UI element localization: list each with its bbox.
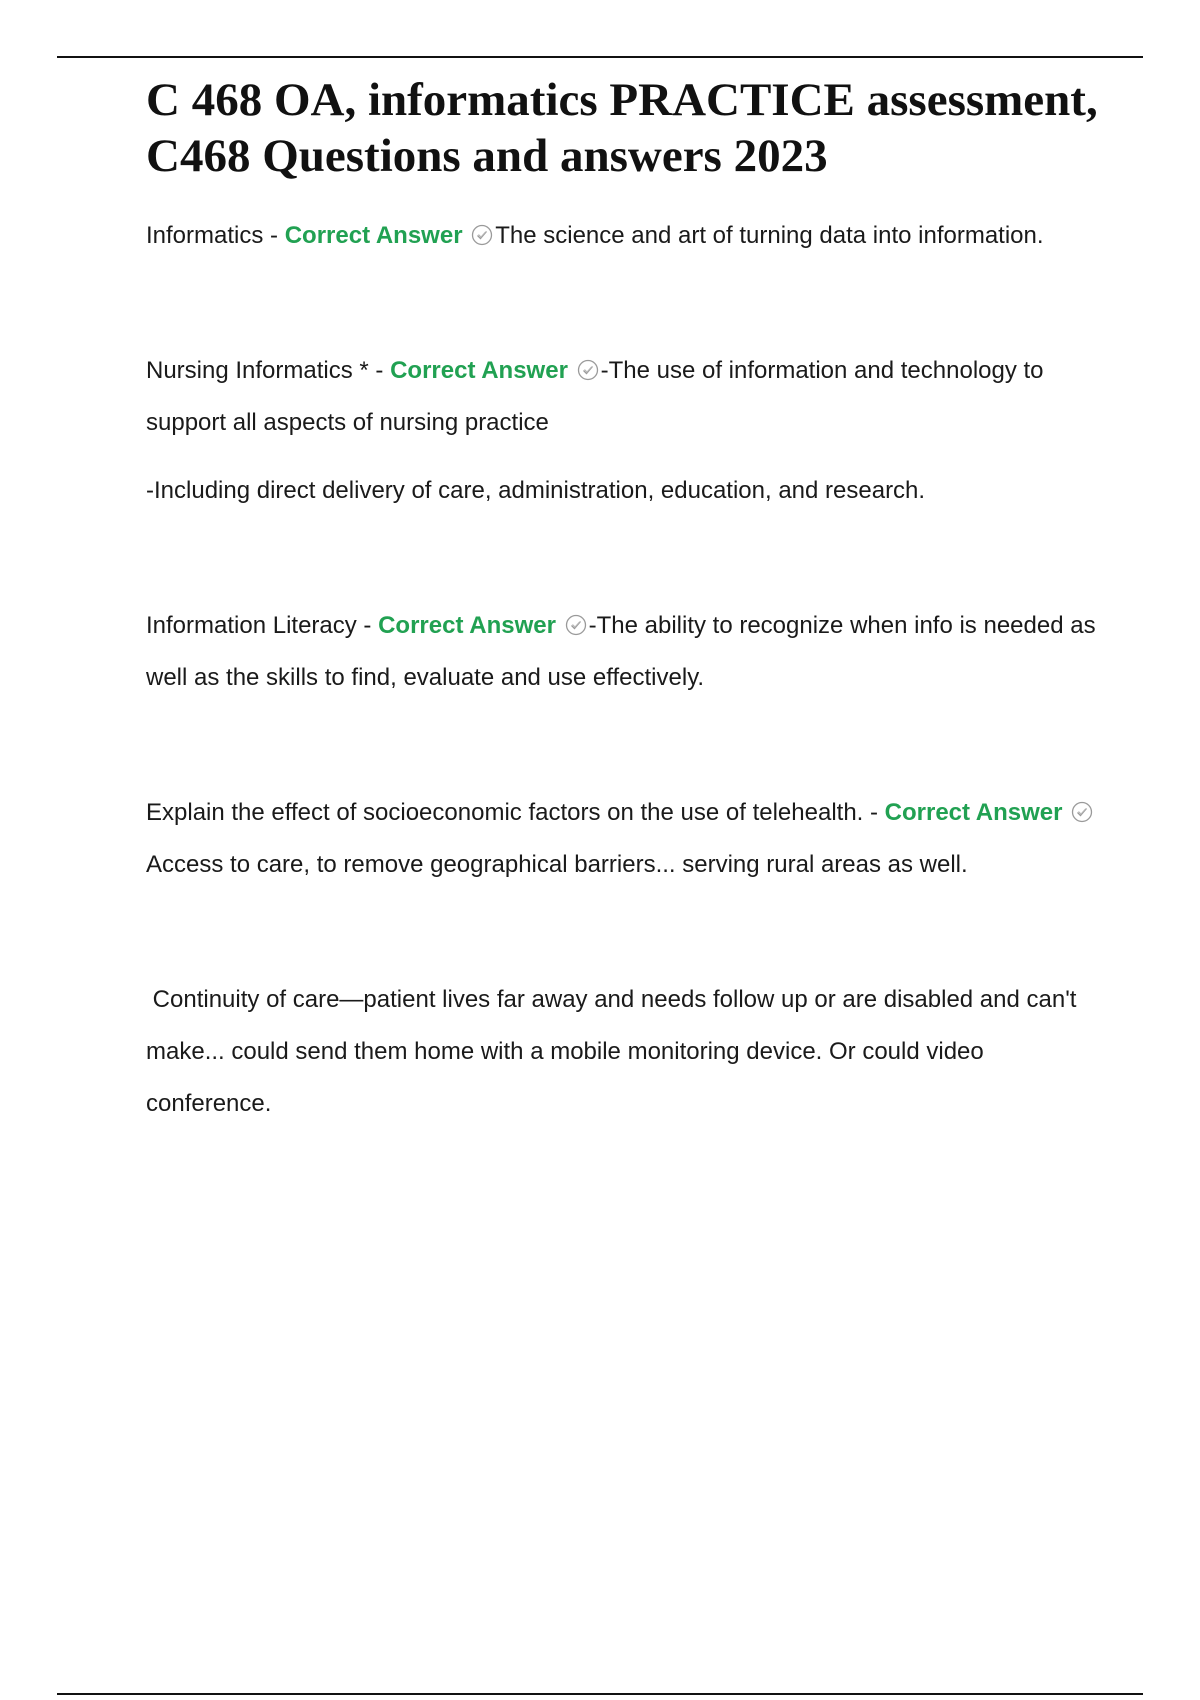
entry-definition: -The ability to recognize when info is needed as well as the skills to find, evaluate and use effectively. (146, 612, 1096, 691)
document-title: C 468 OA, informatics PRACTICE assessment, C468 Questions and answers 2023 (146, 74, 1098, 182)
entry-term: Nursing Informatics * - (146, 357, 391, 384)
correct-answer-label: Correct Answer (284, 222, 463, 249)
correct-answer-label: Correct Answer (390, 357, 568, 384)
entry-definition: Access to care, to remove geographical barriers... serving rural areas as well. (146, 851, 968, 878)
entry-term: Explain the effect of socioeconomic factors on the use of telehealth. - (146, 799, 885, 826)
continuation-paragraph: Continuity of care—patient lives far away and needs follow up or are disabled and can't make... could send them home with a mobile monitoring device. Or could video conference. (146, 986, 1084, 1117)
entry-definition: The science and art of turning data into information. (495, 222, 1044, 249)
top-rule (57, 56, 1143, 58)
qa-entry (146, 600, 1106, 704)
entry-term: Informatics - (146, 222, 285, 249)
qa-entry (146, 787, 1106, 891)
entry-definition: -The use of information and technology to support all aspects of nursing practice (146, 357, 1044, 436)
entry-term: Information Literacy - (146, 612, 379, 639)
entry-extra: -Including direct delivery of care, administration, education, and research. (146, 477, 926, 504)
bottom-rule (57, 1693, 1143, 1695)
correct-answer-label: Correct Answer (378, 612, 556, 639)
document-content (146, 72, 1106, 1130)
correct-answer-label: Correct Answer (884, 799, 1063, 826)
qa-entry (146, 210, 1106, 262)
check-circle-icon (1071, 801, 1093, 823)
check-circle-icon (471, 224, 493, 246)
check-circle-icon (577, 359, 599, 381)
check-circle-icon (565, 614, 587, 636)
qa-entry (146, 345, 1106, 449)
